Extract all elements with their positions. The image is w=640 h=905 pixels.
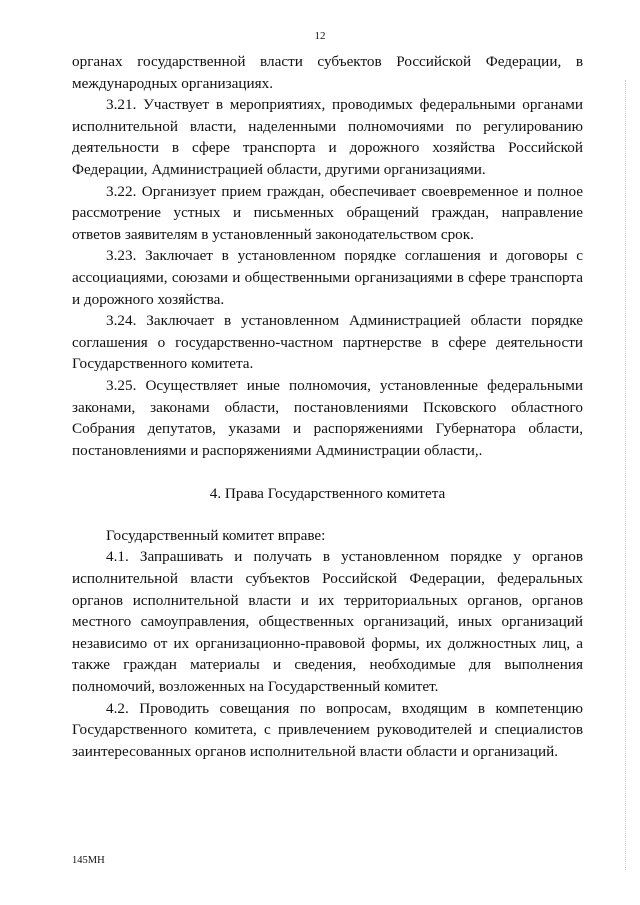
paragraph-3-24: 3.24. Заключает в установленном Администрацией области порядке соглашения о государственно-частном партнерстве в сфере деятельности Государственного комитета. — [72, 312, 583, 373]
section-4-heading: 4. Права Государственного комитета — [209, 485, 446, 503]
paragraph-3-22: 3.22. Организует прием граждан, обеспечивает своевременное и полное рассмотрение устных и письменных обращений граждан, направление ответов заявителям в установленный законодательством срок. — [72, 182, 583, 243]
paragraph-3-21: 3.21. Участвует в мероприятиях, проводимых федеральными органами исполнительной власти, наделенными полномочиями по регулированию деятельности в сфере транспорта и дорожного хозяйства Российской Федерации, Администрацией области, другими организациями. — [72, 96, 583, 178]
section-4-intro: Государственный комитет вправе: — [106, 526, 326, 544]
scan-edge-marks — [624, 80, 626, 870]
paragraph-3-25: 3.25. Осуществляет иные полномочия, установленные федеральными законами, законами области, постановлениями Псковского областного Собрания депутатов, указами и распоряжениями Губернатора области, постановлениями и распоряжениями Администрации области,. — [72, 376, 583, 459]
document-body — [72, 51, 583, 762]
page-number: 12 — [314, 30, 326, 42]
paragraph-continuation: органах государственной власти субъектов Российской Федерации, в международных организациях. — [72, 53, 583, 92]
paragraph-3-23: 3.23. Заключает в установленном порядке соглашения и договоры с ассоциациями, союзами и общественными организациями в сфере транспорта и дорожного хозяйства. — [72, 247, 583, 308]
document-code: 145МН — [72, 855, 105, 866]
paragraph-4-2: 4.2. Проводить совещания по вопросам, входящим в компетенцию Государственного комитета, с привлечением руководителей и специалистов заинтересованных органов исполнительной власти области и организаций. — [72, 699, 583, 760]
paragraph-4-1: 4.1. Запрашивать и получать в установленном порядке у органов исполнительной власти субъектов Российской Федерации, федеральных органов исполнительной власти и их территориальных органов, органов местного самоуправления, общественных организаций, иных организаций независимо от их организационно-правовой формы, их должностных лиц, а также граждан материалы и сведения, необходимые для выполнения полномочий, возложенных на Государственный комитет. — [72, 548, 583, 696]
